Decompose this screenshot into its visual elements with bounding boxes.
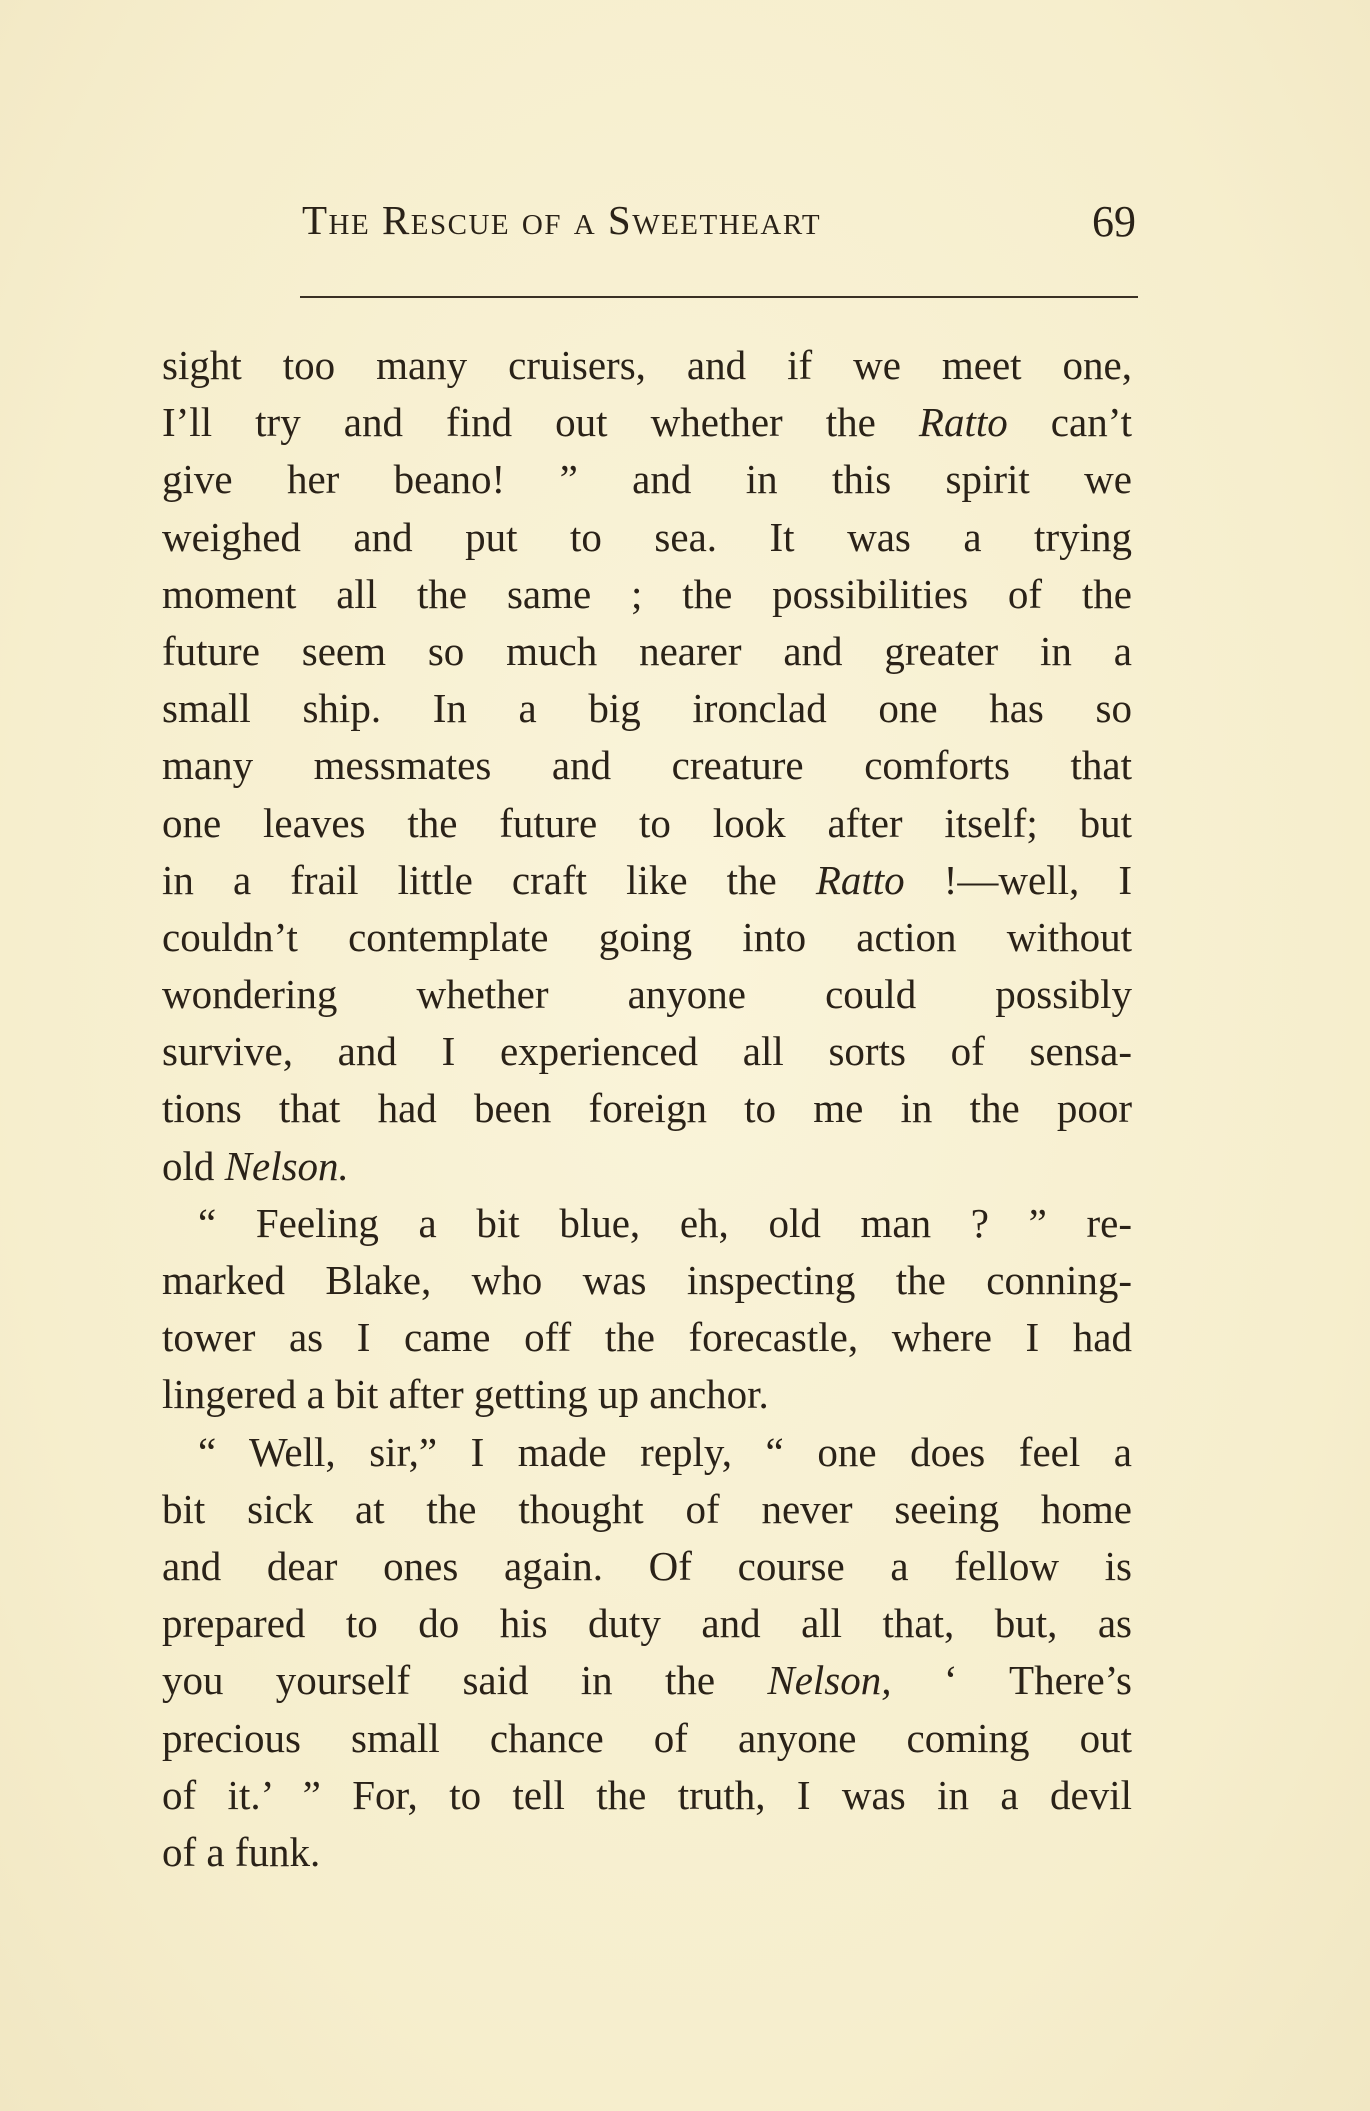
text-line: wondering whether anyone could possibly bbox=[162, 971, 1132, 1018]
text-line: bit sick at the thought of never seeing home bbox=[162, 1485, 1132, 1532]
text-line: precious small chance of anyone coming out bbox=[162, 1714, 1132, 1761]
text-line: weighed and put to sea. It was a trying bbox=[162, 513, 1132, 560]
text-line: old Nelson. bbox=[162, 1142, 349, 1189]
text-line: “ Well, sir,” I made reply, “ one does feel a bbox=[198, 1428, 1132, 1475]
text-line: you yourself said in the Nelson, ‘ There’s bbox=[162, 1657, 1132, 1704]
text-line: one leaves the future to look after itself; but bbox=[162, 799, 1132, 846]
text-line: in a frail little craft like the Ratto !—well, I bbox=[162, 856, 1132, 903]
text-line: give her beano! ” and in this spirit we bbox=[162, 456, 1132, 503]
ship-name: Ratto bbox=[918, 399, 1008, 446]
text-line: “ Feeling a bit blue, eh, old man ? ” re- bbox=[198, 1199, 1132, 1246]
text-line: of a funk. bbox=[162, 1828, 321, 1875]
ship-name: Ratto bbox=[815, 856, 905, 903]
text-line: moment all the same ; the possibilities of the bbox=[162, 570, 1132, 617]
text-line: tower as I came off the forecastle, where I had bbox=[162, 1314, 1132, 1361]
ship-name: Nelson, bbox=[767, 1657, 892, 1704]
text-line: of it.’ ” For, to tell the truth, I was in a devil bbox=[162, 1771, 1132, 1818]
text-line: survive, and I experienced all sorts of sensa- bbox=[162, 1028, 1132, 1075]
text-line: sight too many cruisers, and if we meet one, bbox=[162, 342, 1132, 388]
header-rule bbox=[300, 296, 1138, 298]
text-line: tions that had been foreign to me in the poor bbox=[162, 1085, 1132, 1132]
page-number: 69 bbox=[1092, 197, 1136, 246]
text-line: future seem so much nearer and greater in a bbox=[162, 627, 1132, 674]
text-line: I’ll try and find out whether the Ratto can’t bbox=[162, 399, 1133, 446]
text-line: couldn’t contemplate going into action without bbox=[162, 913, 1132, 960]
running-head: The Rescue of a Sweetheart bbox=[302, 197, 822, 243]
text-line: many messmates and creature comforts that bbox=[162, 742, 1132, 789]
text-line: prepared to do his duty and all that, but, as bbox=[162, 1600, 1132, 1647]
text-line: marked Blake, who was inspecting the conning- bbox=[162, 1257, 1132, 1303]
text-line: small ship. In a big ironclad one has so bbox=[162, 685, 1132, 732]
page-header bbox=[300, 196, 1136, 252]
body-text bbox=[162, 337, 1132, 1881]
text-line: and dear ones again. Of course a fellow is bbox=[162, 1542, 1132, 1589]
ship-name: Nelson. bbox=[224, 1142, 349, 1189]
text-line: lingered a bit after getting up anchor. bbox=[162, 1371, 769, 1418]
